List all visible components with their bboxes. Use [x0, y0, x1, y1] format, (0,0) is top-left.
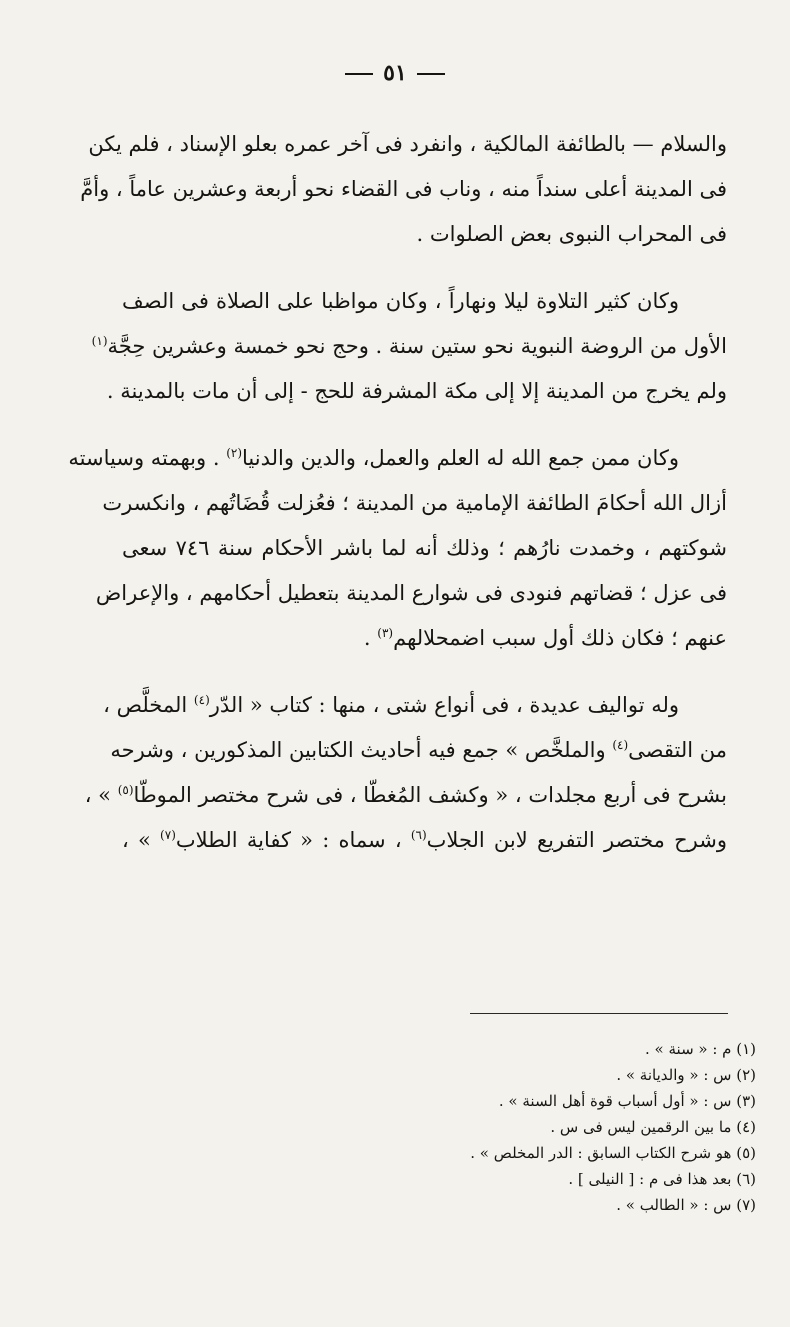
footnote: (١) م : « سنة » . [645, 1040, 756, 1058]
footnote-ref: (٥) [117, 783, 134, 797]
text-line [122, 818, 727, 863]
text-line [84, 773, 727, 818]
text-run: وله تواليف عديدة ، فى أنواع شتى ، منها : كتاب « الدّر [209, 693, 679, 717]
text-run: من التقصى [628, 738, 727, 762]
text-run: . [363, 626, 371, 650]
text-run: بشرح فى أربع مجلدات ، « وكشف المُغطّا ، فى شرح مختصر الموطّا [133, 783, 727, 807]
text-run: عنهم ؛ فكان ذلك أول سبب اضمحلالهم [393, 626, 727, 650]
footnote-ref: (٧) [160, 828, 176, 842]
text-run: ، سماه : « كفاية الطلاب [175, 828, 402, 852]
main-text [68, 122, 727, 863]
right-dash [417, 73, 445, 75]
text-line [68, 436, 727, 481]
text-line: أزال الله أحكامَ الطائفة الإمامية من المدينة ؛ فعُزلت قُضَاتُهم ، وانكسرت [102, 491, 727, 515]
text-run: وشرح مختصر التفريع لابن الجلاب [426, 828, 727, 852]
text-line [110, 728, 727, 773]
text-run: وكان ممن جمع الله له العلم والعمل، والدين والدنيا [242, 446, 679, 470]
footnote: (٧) س : « الطالب » . [616, 1196, 756, 1214]
text-run: » ، [84, 783, 112, 807]
text-run: . وبهمته وسياسته [68, 446, 220, 470]
footnote-ref: (١) [91, 334, 108, 348]
text-line: فى المحراب النبوى بعض الصلوات . [416, 222, 727, 246]
text-line: وكان كثير التلاوة ليلا ونهاراً ، وكان مواظبا على الصلاة فى الصف [122, 289, 679, 313]
page-number-value: ٥١ [383, 60, 407, 86]
footnote-ref: (٦) [410, 828, 427, 842]
footnote-ref: (٤) [193, 693, 210, 707]
text-line [103, 683, 727, 728]
text-run: والملخَّص » جمع فيه أحاديث الكتابين المذكورين ، وشرحه [110, 738, 606, 762]
text-line: فى عزل ؛ قضاتهم فنودى فى شوارع المدينة بتعطيل أحكامهم ، والإعراض [95, 581, 727, 605]
text-line: شوكتهم ، وخمدت نارُهم ؛ وذلك أنه لما باشر الأحكام سنة ٧٤٦ سعى [122, 536, 727, 560]
text-line: فى المدينة أعلى سنداً منه ، وناب فى القضاء نحو أربعة وعشرين عاماً ، وأمَّ [80, 177, 727, 201]
footnote-ref: (٣) [377, 626, 394, 640]
footnotes [396, 1036, 756, 1218]
text-line: والسلام — بالطائفة المالكية ، وانفرد فى آخر عمره بعلو الإسناد ، فلم يكن [88, 132, 727, 156]
footnote: (٦) بعد هذا فى م : [ النيلى ] . [568, 1170, 756, 1188]
text-line: ولم يخرج من المدينة إلا إلى مكة المشرفة للحج - إلى أن مات بالمدينة . [106, 379, 727, 403]
text-line [91, 324, 727, 369]
footnote: (٢) س : « والديانة » . [616, 1066, 756, 1084]
footnote: (٣) س : « أول أسباب قوة أهل السنة » . [498, 1092, 756, 1110]
text-run: المخلَّص ، [103, 693, 188, 717]
text-run: الأول من الروضة النبوية نحو ستين سنة . وحج نحو خمسة وعشرين حِجَّة [107, 334, 727, 358]
footnote-ref: (٢) [226, 446, 243, 460]
footnote-ref: (٤) [612, 738, 629, 752]
text-line [122, 616, 727, 661]
footnote: (٥) هو شرح الكتاب السابق : الدر المخلص » . [470, 1144, 756, 1162]
text-run: » ، [122, 828, 151, 852]
footnote-separator [470, 1013, 728, 1014]
footnote: (٤) ما بين الرقمين ليس فى س . [550, 1118, 756, 1136]
page-number [0, 60, 790, 86]
left-dash [345, 73, 373, 75]
